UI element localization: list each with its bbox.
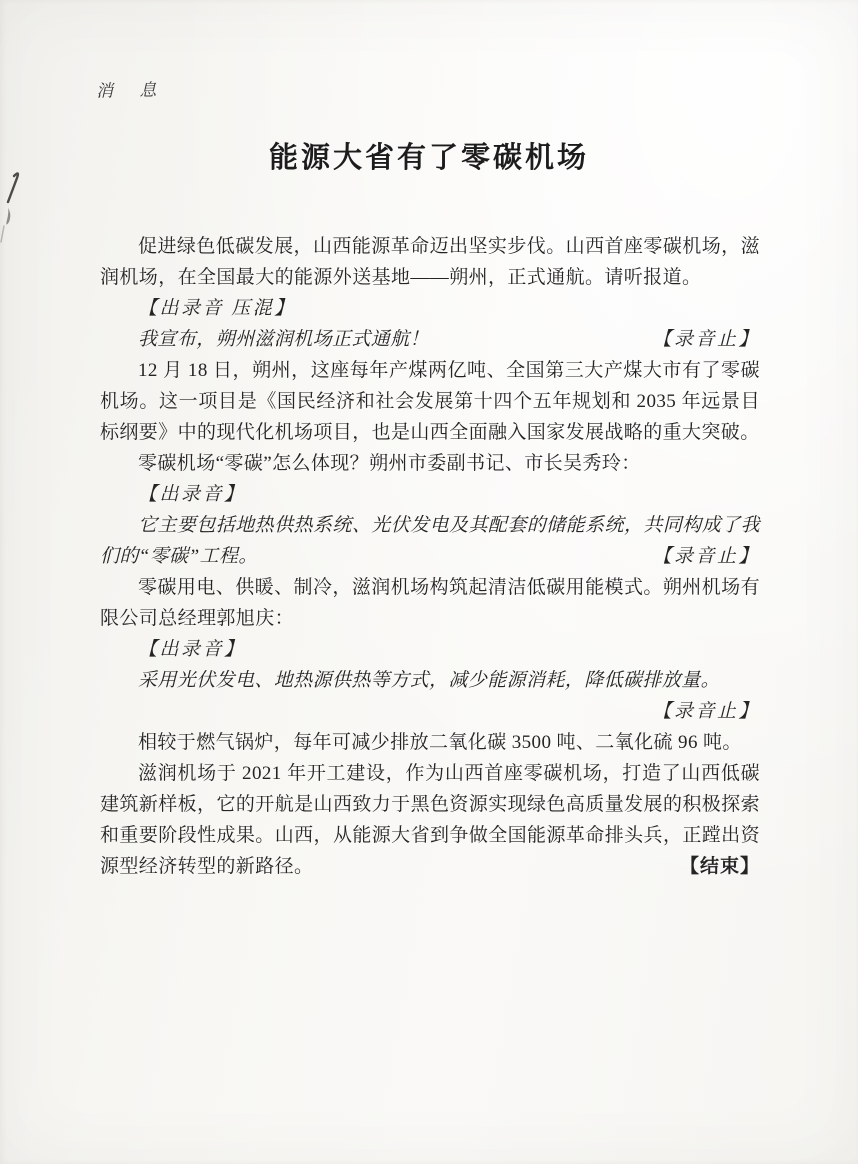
article-body [0,231,858,882]
paragraph-project: 12 月 18 日，朔州，这座每年产煤两亿吨、全国第三大产煤大市有了零碳机场。这一项目是《国民经济和社会发展第十四个五年规划和 2035 年远景目标纲要》中的现代化机场项目，也是山西全面融入国家发展战略的重大突破。 [100,360,760,443]
paragraph-emissions: 相较于燃气锅炉，每年可减少排放二氧化碳 3500 吨、二氧化硫 96 吨。 [138,732,742,753]
quote-line-announcement [100,324,760,355]
audio-cue-start: 【出录音】 [138,639,246,660]
lead-paragraph: 促进绿色低碳发展，山西能源革命迈出坚实步伐。山西首座零碳机场，滋润机场，在全国最大的能源外送基地——朔州，正式通航。请听报道。 [100,236,760,288]
document-type-label: 消 息 [95,80,168,101]
page-title: 能源大省有了零碳机场 [268,142,589,174]
audio-cue-stop: 【录音止】 [652,329,760,350]
quote-text: 它主要包括地热供热系统、光伏发电及其配套的储能系统，共同构成了我们的“零碳”工程。 [100,515,760,567]
quote-block-mayor [100,510,760,572]
paragraph-question: 零碳机场“零碳”怎么体现？朔州市委副书记、市长吴秀玲： [138,453,641,474]
audio-cue-start-mixed: 【出录音 压混】 [138,298,296,319]
quote-block-manager: 采用光伏发电、地热源供热等方式，减少能源消耗，降低碳排放量。 [138,670,721,691]
closing-text: 滋润机场于 2021 年开工建设，作为山西首座零碳机场，打造了山西低碳建筑新样板，它的开航是山西致力于黑色资源实现绿色高质量发展的积极探索和重要阶段性成果。山西，从能源大省到争做全国能源革命排头兵，正蹚出资源型经济转型的新路径。 [100,763,760,877]
audio-cue-stop-line: 【录音止】 [652,701,760,722]
audio-cue-stop: 【录音止】 [652,546,760,567]
paragraph-energy-mode: 零碳用电、供暖、制冷，滋润机场构筑起清洁低碳用能模式。朔州机场有限公司总经理郭旭庆： [100,577,760,629]
audio-cue-start: 【出录音】 [138,484,246,505]
end-marker: 【结束】 [679,856,760,877]
pen-scribble-mark [0,168,40,258]
quote-text: 我宣布，朔州滋润机场正式通航！ [138,329,430,350]
closing-paragraph [100,758,760,882]
